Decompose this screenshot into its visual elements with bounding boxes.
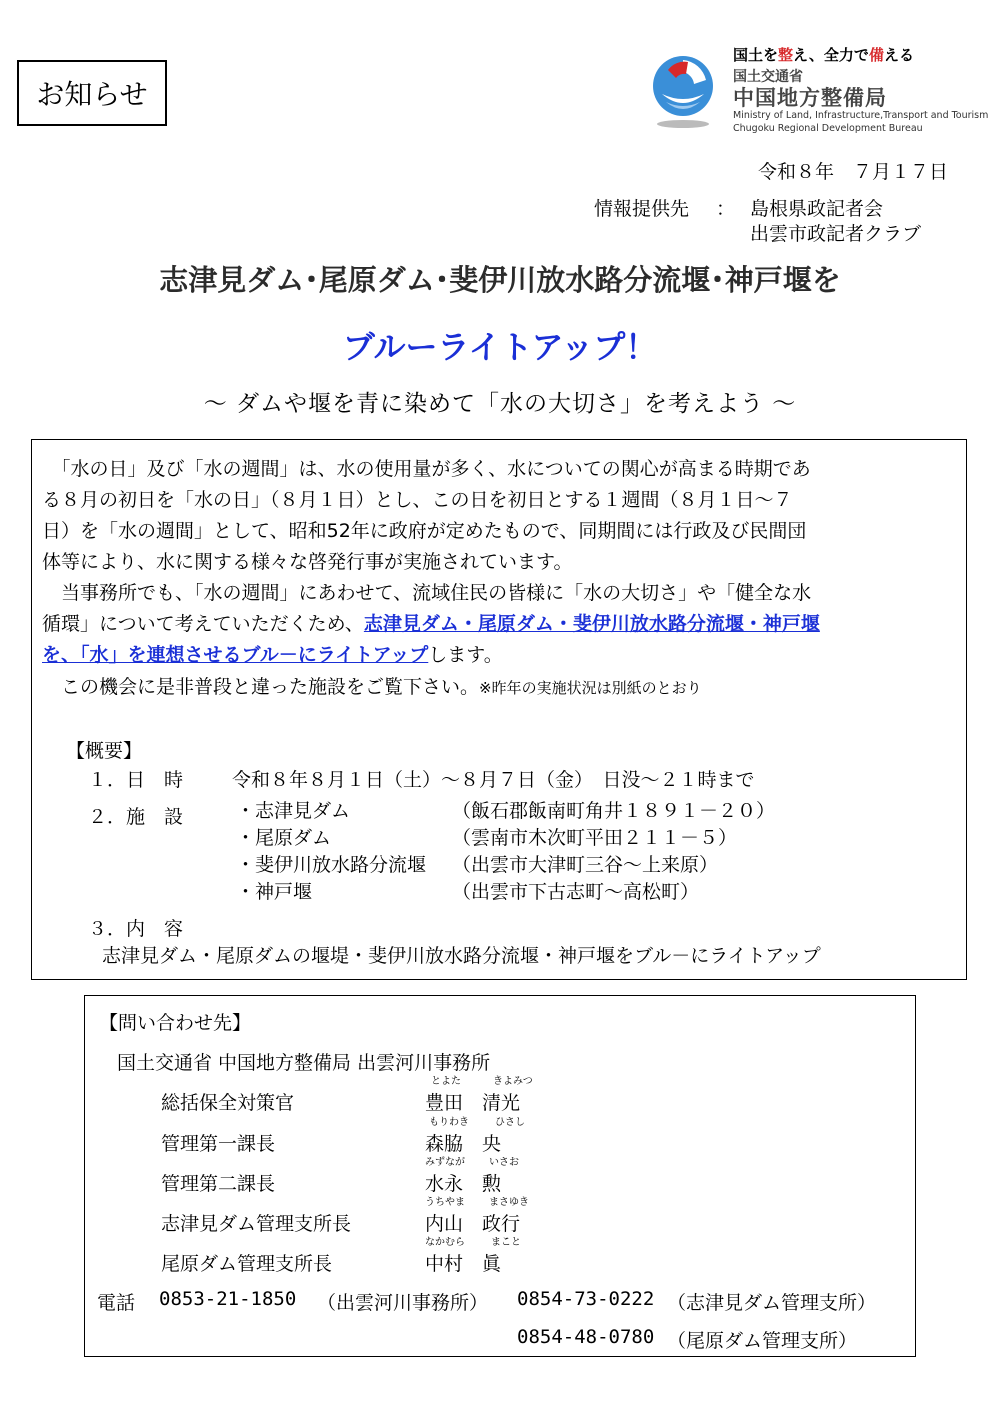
logo-english-line1: Ministry of Land, Infrastructure,Transport and Tourism [733, 110, 989, 121]
facility-address: （出雲市下古志町～高松町） [452, 881, 700, 903]
highlight-text: 志津見ダム・尾原ダム・斐伊川放水路分流堰・神戸堰 [363, 613, 820, 635]
furigana: なかむら [425, 1237, 465, 1248]
phone-label: 電話 [97, 1292, 136, 1314]
phone-place: （出雲河川事務所） [317, 1292, 489, 1314]
paragraph-line: を、「水」を連想させるブル－にライトアップします。 [42, 644, 503, 666]
contact-name: 水永 勲 [425, 1173, 502, 1195]
title-line1: 志津見ダム･尾原ダム･斐伊川放水路分流堰･神戸堰を [159, 263, 841, 297]
contact-office: 国土交通省 中国地方整備局 出雲河川事務所 [117, 1052, 491, 1074]
phone-place: （尾原ダム管理支所） [667, 1330, 858, 1352]
phone-number: 0854-73-0222 [517, 1288, 655, 1310]
furigana: きよみつ [493, 1076, 533, 1087]
title-line2: ブルーライトアップ！ [342, 328, 658, 366]
overview-heading: 【概要】 [66, 740, 143, 762]
contact-name: 中村 眞 [425, 1253, 502, 1275]
logo-english-line2: Chugoku Regional Development Bureau [733, 123, 923, 134]
paragraph-line: 「水の日」及び「水の週間」は、水の使用量が多く、水についての関心が高まる時期であ [42, 458, 811, 480]
paragraph-line: この機会に是非普段と違った施設をご覧下さい。※昨年の実施状況は別紙のとおり [42, 676, 702, 698]
note-text: ※昨年の実施状況は別紙のとおり [479, 679, 702, 697]
facility-name: ・神戸堰 [236, 881, 313, 903]
contact-name: 内山 政行 [425, 1213, 521, 1235]
phone-place: （志津見ダム管理支所） [667, 1292, 877, 1314]
main-content-box [31, 439, 967, 980]
contact-role: 管理第二課長 [161, 1173, 276, 1195]
furigana: まさゆき [489, 1197, 529, 1208]
logo-slogan: 国土を整え、全力で備える [733, 46, 914, 64]
highlight-text: を、「水」を連想させるブル－にライトアップ [42, 644, 429, 666]
facility-name: ・尾原ダム [236, 827, 332, 849]
facility-address: （出雲市大津町三谷～上来原） [452, 854, 719, 876]
notice-label: お知らせ [17, 60, 167, 126]
paragraph-line: る８月の初日を「水の日」（８月１日）とし、この日を初日とする１週間（８月１日～７ [42, 489, 793, 511]
contact-heading: 【問い合わせ先】 [99, 1012, 252, 1034]
paragraph-line: 循環」について考えていただくため、志津見ダム・尾原ダム・斐伊川放水路分流堰・神戸堰 [42, 613, 820, 635]
furigana: まこと [491, 1237, 521, 1248]
facility-name: ・斐伊川放水路分流堰 [236, 854, 427, 876]
paragraph-line: 日）を「水の週間」として、昭和52年に政府が定めたもので、同期間には行政及び民間団 [42, 520, 807, 542]
schedule-value: 令和８年８月１日（土）～８月７日（金） 日没～２１時まで [232, 769, 755, 791]
info-separator: ： [716, 198, 736, 220]
contact-box [84, 995, 916, 1357]
paragraph-line: 当事務所でも、「水の週間」にあわせて、流域住民の皆様に「水の大切さ」や「健全な水 [42, 582, 812, 604]
facilities-label: ２．施 設 [88, 806, 184, 828]
contact-name: 森脇 央 [425, 1133, 502, 1155]
facility-address: （飯石郡飯南町角井１８９１－２０） [452, 800, 776, 822]
contact-name: 豊田 清光 [425, 1092, 521, 1114]
schedule-label: １．日 時 [88, 769, 184, 791]
furigana: みずなが [425, 1157, 465, 1168]
furigana: いさお [489, 1157, 519, 1168]
paragraph-line: 体等により、水に関する様々な啓発行事が実施されています。 [42, 551, 573, 573]
logo-ministry: 国土交通省 [733, 69, 803, 85]
mlit-logo-icon [648, 50, 718, 130]
contact-role: 尾原ダム管理支所長 [161, 1253, 333, 1275]
mlit-logo [648, 44, 988, 136]
contact-role: 管理第一課長 [161, 1133, 276, 1155]
info-recipient: 出雲市政記者クラブ [750, 223, 922, 245]
release-date: 令和８年 ７月１７日 [757, 161, 948, 183]
phone-number: 0854-48-0780 [517, 1326, 655, 1348]
logo-bureau: 中国地方整備局 [733, 86, 887, 110]
facility-name: ・志津見ダム [236, 800, 351, 822]
contact-role: 総括保全対策官 [161, 1092, 295, 1114]
info-recipient: 島根県政記者会 [750, 198, 884, 220]
furigana: とよた [431, 1076, 461, 1087]
contact-role: 志津見ダム管理支所長 [161, 1213, 352, 1235]
content-value: 志津見ダム・尾原ダムの堰堤・斐伊川放水路分流堰・神戸堰をブル－にライトアップ [102, 945, 821, 967]
furigana: もりわき [429, 1117, 469, 1128]
subtitle: ～ ダムや堰を青に染めて「水の大切さ」を考えよう ～ [203, 391, 797, 417]
phone-number: 0853-21-1850 [159, 1288, 297, 1310]
content-label: ３．内 容 [88, 918, 184, 940]
furigana: ひさし [495, 1117, 525, 1128]
facility-address: （雲南市木次町平田２１１－５） [452, 827, 738, 849]
info-label: 情報提供先 [594, 198, 690, 220]
furigana: うちやま [425, 1197, 465, 1208]
